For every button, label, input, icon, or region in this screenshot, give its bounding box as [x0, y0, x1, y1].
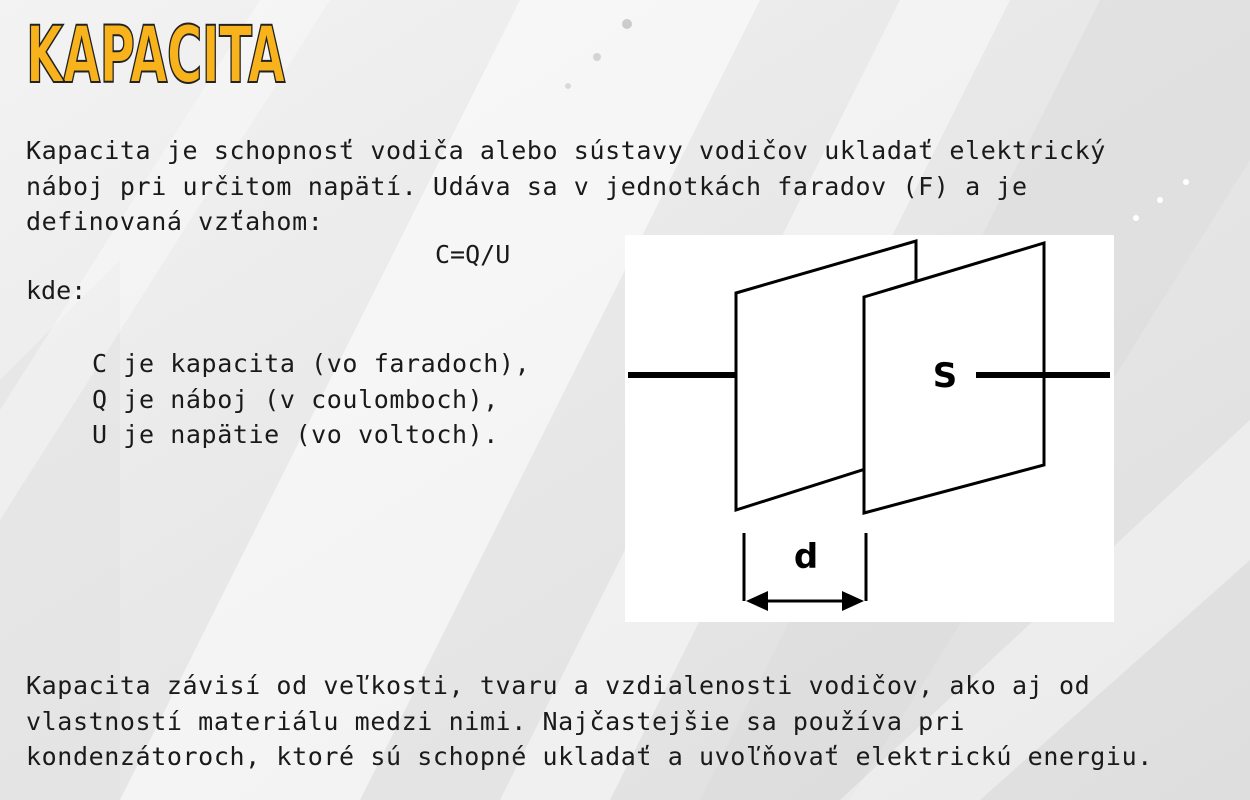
where-label: kde:	[26, 276, 87, 305]
capacitance-formula: C=Q/U	[435, 240, 511, 269]
page-title: KAPACITA	[26, 11, 285, 101]
distance-arrow-head-right	[842, 591, 864, 611]
definition-item: C je kapacita (vo faradoch),	[92, 349, 531, 378]
intro-paragraph	[26, 133, 1106, 240]
outro-paragraph	[26, 668, 1153, 775]
intro-line: náboj pri určitom napätí. Udáva sa v jednotkách faradov (F) a je	[26, 171, 1028, 201]
distance-label: d	[793, 537, 819, 577]
distance-arrow-head-left	[746, 591, 768, 611]
definition-list	[92, 346, 530, 453]
definition-item: U je napätie (vo voltoch).	[92, 420, 499, 449]
capacitor-diagram	[625, 235, 1114, 622]
intro-line: definovaná vzťahom:	[26, 207, 324, 236]
outro-line: kondenzátoroch, ktoré sú schopné ukladať a uvoľňovať elektrickú energiu.	[26, 742, 1153, 771]
area-label: S	[932, 356, 958, 396]
intro-line: Kapacita je schopnosť vodiča alebo sústavy vodičov ukladať elektrický	[26, 136, 1106, 165]
definition-item: Q je náboj (v coulomboch),	[92, 384, 499, 414]
outro-line: vlastností materiálu medzi nimi. Najčastejšie sa používa pri	[26, 706, 966, 736]
outro-line: Kapacita závisí od veľkosti, tvaru a vzdialenosti vodičov, ako aj od	[26, 671, 1091, 700]
